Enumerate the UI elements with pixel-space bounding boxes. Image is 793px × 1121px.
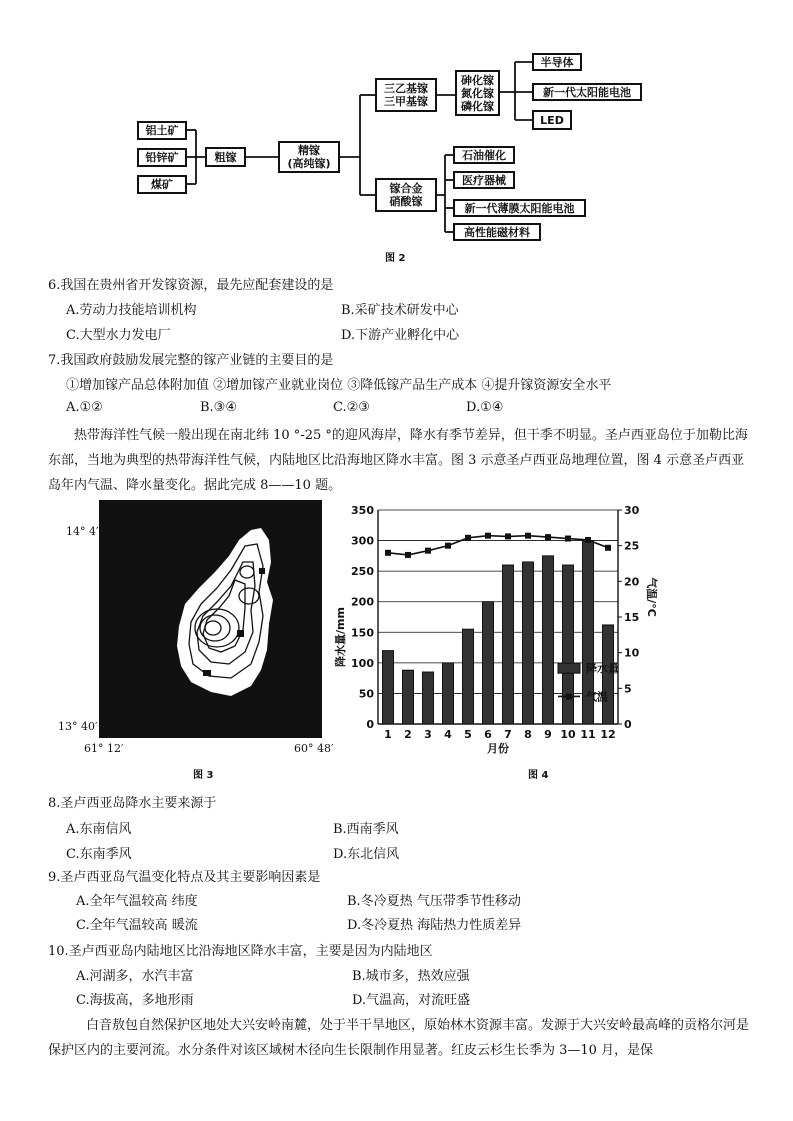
temperature-point [485, 533, 491, 539]
product-led: LED [532, 110, 572, 130]
q9-option-c: C.全年气温较高 暖流 [76, 918, 198, 933]
ore-box-lead-zinc: 铅锌矿 [137, 148, 187, 167]
q10-stem: 10.圣卢西亚岛内陆地区比沿海地区降水丰富，主要是因为内陆地区 [48, 944, 433, 959]
map-lat-bottom: 13° 40′ [58, 720, 98, 733]
rainfall-bar [563, 565, 574, 724]
y-axis-label: 降水量/mm [334, 607, 347, 667]
rainfall-bar [443, 663, 454, 724]
x-tick-label: 12 [600, 728, 616, 741]
legend-temperature-label: 气温 [586, 690, 608, 704]
y2-tick-label: 25 [624, 539, 640, 553]
x-tick-label: 5 [464, 728, 472, 741]
crude-gallium-box: 粗镓 [205, 147, 246, 167]
y2-tick-label: 30 [624, 504, 640, 517]
q7-stem: 7.我国政府鼓励发展完整的镓产业链的主要目的是 [48, 353, 334, 368]
product-semiconductor: 半导体 [532, 53, 582, 71]
figure3-caption: 图 3 [193, 770, 214, 781]
y2-tick-label: 15 [624, 611, 640, 624]
temperature-point [425, 548, 431, 554]
product-solar-cell: 新一代太阳能电池 [532, 83, 642, 101]
q9-option-b: B.冬冷夏热 气压带季节性移动 [347, 894, 521, 909]
temperature-point [605, 545, 611, 551]
rainfall-bar [423, 672, 434, 724]
island-map [99, 500, 322, 738]
y-tick-label: 0 [366, 718, 374, 731]
q10-option-d: D.气温高，对流旺盛 [352, 993, 471, 1008]
outro-paragraph: 白音敖包自然保护区地处大兴安岭南麓，处于半干旱地区，原始林木资源丰富。发源于大兴安岭最高峰的贡格尔河是保护区内的主要河流。水分条件对该区域树木径向生长限制作用显著。红皮云杉生长季为 3—10 月，是保 [48, 1018, 750, 1058]
y2-tick-label: 0 [624, 718, 632, 731]
x-tick-label: 6 [484, 728, 492, 741]
q9-stem: 9.圣卢西亚岛气温变化特点及其主要影响因素是 [48, 870, 321, 885]
gallium-alloy-box: 镓合金 硝酸镓 [375, 178, 437, 212]
legend-temperature-marker [566, 693, 572, 699]
map-lat-top: 14° 4′ [66, 525, 99, 538]
q10-option-c: C.海拔高，多地形雨 [76, 993, 194, 1008]
flow-connectors [0, 0, 793, 260]
q8-option-d: D.东北信风 [333, 847, 400, 862]
product-thin-film-solar: 新一代薄膜太阳能电池 [453, 199, 586, 217]
x-tick-label: 8 [524, 728, 532, 741]
q8-option-b: B.西南季风 [333, 822, 399, 837]
q9-option-a: A.全年气温较高 纬度 [76, 894, 198, 909]
x-tick-label: 2 [404, 728, 412, 741]
y2-axis-label: 气温/°C [645, 577, 658, 617]
ore-box-coal: 煤矿 [137, 175, 187, 194]
refined-gallium-box: 精镓 (高纯镓) [278, 141, 340, 173]
product-petroleum-catalysis: 石油催化 [453, 146, 515, 164]
q7-statements: ①增加镓产品总体附加值 ②增加镓产业就业岗位 ③降低镓产品生产成本 ④提升镓资源安全水平 [66, 378, 612, 393]
q8-option-a: A.东南信风 [66, 822, 132, 837]
climate-chart [330, 498, 660, 766]
gallium-compounds-box: 砷化镓 氮化镓 磷化镓 [455, 70, 500, 116]
organic-gallium-box: 三乙基镓 三甲基镓 [375, 78, 437, 112]
rainfall-bar [383, 651, 394, 724]
y-tick-label: 150 [351, 626, 374, 640]
y-tick-label: 350 [351, 504, 374, 517]
x-tick-label: 7 [504, 728, 512, 741]
q8-option-c: C.东南季风 [66, 847, 132, 862]
y2-tick-label: 5 [624, 682, 632, 696]
x-tick-label: 4 [444, 728, 452, 741]
q6-option-c: C.大型水力发电厂 [66, 328, 171, 343]
q10-option-a: A.河湖多，水汽丰富 [76, 969, 194, 984]
ore-box-bauxite: 铝土矿 [137, 121, 187, 140]
temperature-point [445, 543, 451, 549]
temperature-point [525, 533, 531, 539]
y-tick-label: 200 [351, 595, 374, 609]
x-tick-label: 9 [544, 728, 552, 741]
y-tick-label: 50 [358, 687, 374, 701]
rainfall-bar [543, 556, 554, 724]
q6-option-b: B.采矿技术研发中心 [341, 303, 459, 318]
rainfall-bar [403, 670, 414, 724]
rainfall-bar [463, 629, 474, 724]
map-lon-right: 60° 48′ [294, 742, 334, 755]
temperature-line [388, 536, 608, 555]
temperature-point [505, 533, 511, 539]
y-tick-label: 300 [351, 534, 374, 548]
q8-stem: 8.圣卢西亚岛降水主要来源于 [48, 796, 217, 811]
x-tick-label: 11 [580, 728, 596, 741]
y-tick-label: 250 [351, 565, 374, 579]
q6-stem: 6.我国在贵州省开发镓资源，最先应配套建设的是 [48, 278, 334, 293]
q7-option-b: B.③④ [200, 400, 237, 415]
rainfall-bar [503, 565, 514, 724]
temperature-point [585, 537, 591, 543]
figure4-caption: 图 4 [528, 770, 549, 781]
q7-option-c: C.②③ [333, 400, 370, 415]
q7-option-d: D.①④ [466, 400, 504, 415]
x-tick-label: 1 [384, 728, 392, 741]
legend-rainfall-label: 降水量 [586, 662, 619, 676]
x-tick-label: 3 [424, 728, 432, 741]
y-tick-label: 100 [351, 656, 374, 670]
product-medical-devices: 医疗器械 [453, 171, 515, 189]
temperature-point [545, 534, 551, 540]
y2-tick-label: 20 [624, 575, 640, 589]
q6-option-a: A.劳动力技能培训机构 [66, 303, 197, 318]
temperature-point [465, 535, 471, 541]
legend-rainfall-swatch [558, 663, 580, 673]
map-lon-left: 61° 12′ [84, 742, 124, 755]
temperature-point [385, 550, 391, 556]
q9-option-d: D.冬冷夏热 海陆热力性质差异 [347, 918, 522, 933]
rainfall-bar [483, 602, 494, 724]
intro-paragraph: 热带海洋性气候一般出现在南北纬 10 °-25 °的迎风海岸，降水有季节差异，但干季不明显。圣卢西亚岛位于加勒比海东部，当地为典型的热带海洋性气候，内陆地区比沿海地区降水丰富。图 3 示意圣卢西亚岛地理位置，图 4 示意圣卢西亚岛年内气温、降水量变化。据此完成 8——10 题。 [48, 428, 748, 493]
temperature-point [565, 536, 571, 542]
temperature-point [405, 552, 411, 558]
rainfall-bar [523, 562, 534, 724]
figure2-caption: 图 2 [385, 253, 406, 264]
q6-option-d: D.下游产业孵化中心 [341, 328, 460, 343]
q10-option-b: B.城市多，热效应强 [352, 969, 470, 984]
x-axis-label: 月份 [487, 742, 509, 755]
q7-option-a: A.①② [66, 400, 103, 415]
y2-tick-label: 10 [624, 646, 640, 660]
product-magnetic-material: 高性能磁材料 [453, 223, 541, 241]
x-tick-label: 10 [560, 728, 576, 741]
